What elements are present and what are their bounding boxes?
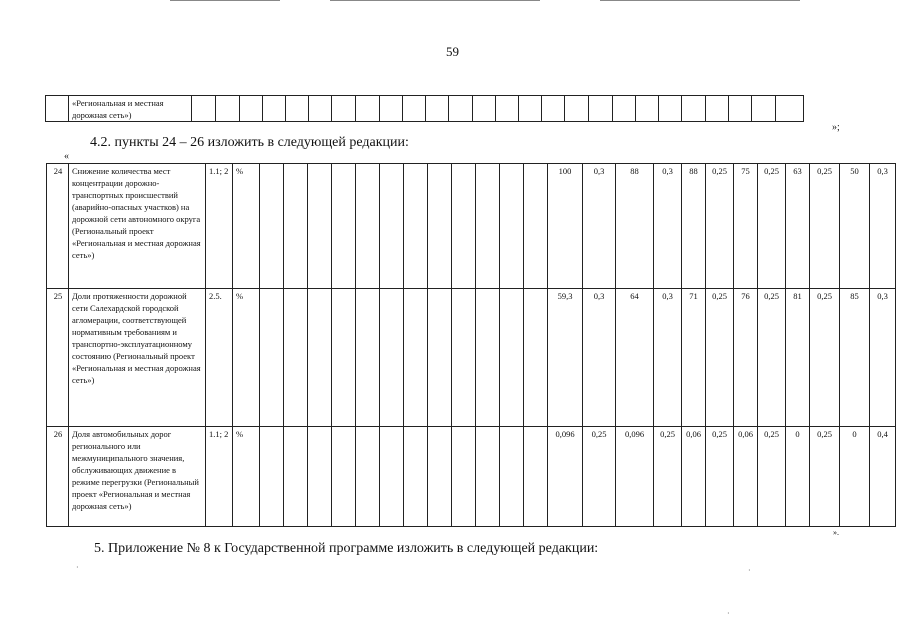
indicator-name: Доля автомобильных дорог регионального или межмуниципального значения, обслуживающих движение в режиме перегрузки (Региональный проект «Региональная и местная дорожная сеть»)	[69, 427, 206, 527]
top-table-row	[46, 96, 804, 122]
indicators-table	[46, 163, 896, 527]
indicator-name: Снижение количества мест концентрации дорожно-транспортных происшествий (аварийно-опасных участков) на дорожной сети автономного округа (Региональный проект «Региональная и местная дорожная сеть»)	[69, 164, 206, 289]
value-cell: 0,25	[706, 427, 734, 527]
value-cell: 81	[786, 289, 810, 427]
value-cell: 88	[682, 164, 706, 289]
value-cell: 0,25	[583, 427, 616, 527]
indicator-unit: %	[233, 289, 260, 427]
value-cell: 0,25	[810, 427, 840, 527]
top-edge-line-left	[170, 0, 280, 1]
row-number: 26	[47, 427, 69, 527]
value-cell: 71	[682, 289, 706, 427]
value-cell: 0	[840, 427, 870, 527]
top-table-num-cell	[46, 96, 69, 122]
value-cell: 0,3	[654, 164, 682, 289]
section-heading: 4.2. пункты 24 – 26 изложить в следующей редакции:	[90, 135, 409, 150]
top-table-label: «Региональная и местная дорожная сеть»)	[69, 96, 192, 122]
closing-quote-2: ».	[833, 528, 839, 537]
value-cell: 0,3	[583, 164, 616, 289]
opening-quote: «	[64, 151, 69, 162]
value-cell: 0,3	[654, 289, 682, 427]
indicator-code: 1.1; 2	[206, 164, 233, 289]
table-row-25	[47, 289, 896, 427]
scan-speck: ·	[76, 563, 79, 572]
scan-speck: ·	[727, 609, 730, 618]
top-edge-line-right	[600, 0, 800, 1]
value-cell: 0,3	[583, 289, 616, 427]
value-cell: 0,25	[758, 164, 786, 289]
value-cell: 0,25	[810, 164, 840, 289]
value-cell: 0,25	[758, 427, 786, 527]
table-row-26	[47, 427, 896, 527]
value-cell: 76	[734, 289, 758, 427]
closing-quote-1: »;	[832, 122, 840, 133]
page-number: 59	[446, 44, 459, 59]
value-cell: 0,25	[810, 289, 840, 427]
value-cell: 50	[840, 164, 870, 289]
value-cell: 0,25	[758, 289, 786, 427]
table-row-24	[47, 164, 896, 289]
value-cell: 64	[616, 289, 654, 427]
value-cell: 0,096	[548, 427, 583, 527]
value-cell: 88	[616, 164, 654, 289]
indicator-name: Доли протяженности дорожной сети Салехардской городской агломерации, соответствующей нормативным требованиям и транспортно-эксплуатационному состоянию (Региональный проект «Региональная и местная дорожная сеть»)	[69, 289, 206, 427]
value-cell: 0,3	[870, 289, 896, 427]
row-number: 25	[47, 289, 69, 427]
row-number: 24	[47, 164, 69, 289]
value-cell: 0,25	[706, 164, 734, 289]
value-cell: 85	[840, 289, 870, 427]
indicator-code: 1.1; 2	[206, 427, 233, 527]
value-cell: 0,25	[706, 289, 734, 427]
top-table	[45, 95, 804, 122]
value-cell: 0	[786, 427, 810, 527]
value-cell: 0,06	[734, 427, 758, 527]
value-cell: 63	[786, 164, 810, 289]
value-cell: 100	[548, 164, 583, 289]
section-heading-2: 5. Приложение № 8 к Государственной программе изложить в следующей редакции:	[94, 541, 599, 556]
top-edge-line-mid	[330, 0, 540, 1]
value-cell: 0,4	[870, 427, 896, 527]
value-cell: 75	[734, 164, 758, 289]
indicator-code: 2.5.	[206, 289, 233, 427]
value-cell: 0,3	[870, 164, 896, 289]
value-cell: 0,06	[682, 427, 706, 527]
value-cell: 0,25	[654, 427, 682, 527]
value-cell: 59,3	[548, 289, 583, 427]
indicator-unit: %	[233, 427, 260, 527]
scan-speck: ·	[748, 566, 751, 575]
indicator-unit: %	[233, 164, 260, 289]
value-cell: 0,096	[616, 427, 654, 527]
